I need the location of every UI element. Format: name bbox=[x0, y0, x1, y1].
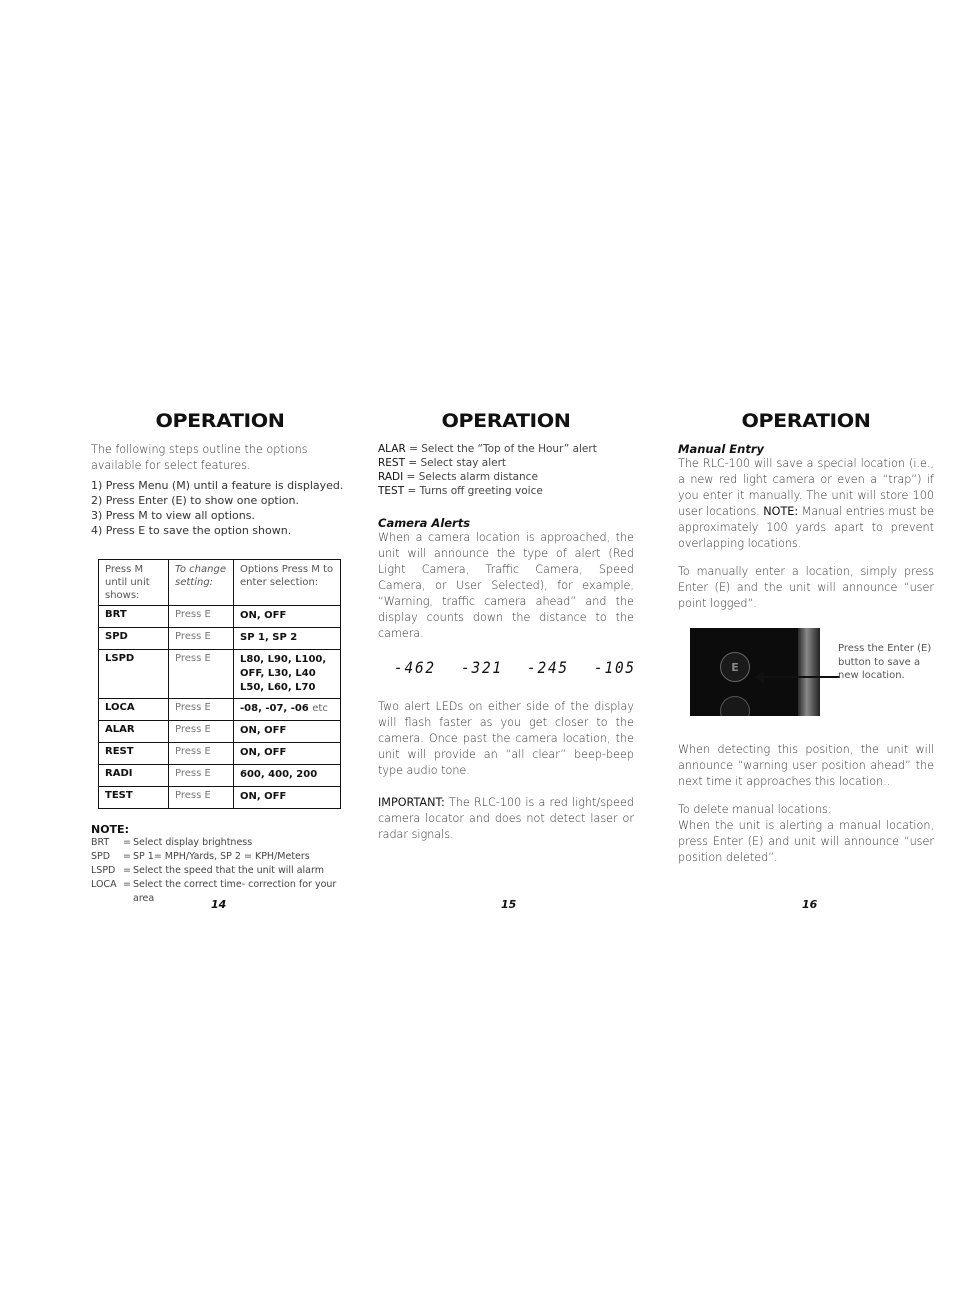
lcd-value: -245 bbox=[527, 658, 569, 677]
page-number: 14 bbox=[211, 898, 227, 911]
intro-text: The following steps outline the options available for select features. bbox=[91, 443, 308, 472]
step-item: 3) Press M to view all options. bbox=[91, 509, 255, 522]
table-row bbox=[99, 787, 341, 809]
options-cell bbox=[234, 699, 341, 721]
definition-value: = Selects alarm distance bbox=[406, 471, 538, 483]
detect-text: When detecting this position, the unit will announce “warning user position ahead” the next time it approaches this location.. bbox=[678, 743, 934, 788]
important-text bbox=[378, 795, 634, 843]
table-row bbox=[99, 628, 341, 650]
note-eq: = bbox=[123, 851, 131, 862]
lcd-value: -105 bbox=[593, 658, 636, 677]
page-14 bbox=[91, 410, 349, 906]
feature-cell: LSPD bbox=[99, 650, 169, 699]
page-15 bbox=[378, 410, 634, 843]
options-cell: ON, OFF bbox=[234, 743, 341, 765]
note-key: SPD bbox=[91, 851, 111, 862]
action-cell: Press E bbox=[169, 699, 234, 721]
table-row bbox=[99, 721, 341, 743]
step-item: 2) Press Enter (E) to show one option. bbox=[91, 494, 299, 507]
camera-alerts-text: When a camera location is approached, the unit will announce the type of alert (Red Light Camera, Traffic Camera, Speed Camera, or User Selected), for example, “Warning, traffic camera ahead” and the display counts down the distance to the camera. bbox=[378, 531, 634, 640]
note-key: LOCA bbox=[91, 879, 117, 890]
feature-cell: ALAR bbox=[99, 721, 169, 743]
action-cell: Press E bbox=[169, 721, 234, 743]
action-cell: Press E bbox=[169, 743, 234, 765]
action-cell: Press E bbox=[169, 628, 234, 650]
note-eq: = bbox=[123, 865, 131, 876]
options-cell: ON, OFF bbox=[234, 606, 341, 628]
feature-cell: BRT bbox=[99, 606, 169, 628]
device-edge bbox=[798, 628, 820, 716]
feature-cell: RADI bbox=[99, 765, 169, 787]
definition-item bbox=[378, 470, 634, 484]
step-item: 1) Press Menu (M) until a feature is displayed. bbox=[91, 479, 344, 492]
delete-title: To delete manual locations: bbox=[678, 803, 832, 816]
definition-item bbox=[378, 484, 634, 498]
note-eq: = bbox=[123, 837, 131, 848]
feature-cell: SPD bbox=[99, 628, 169, 650]
action-cell: Press E bbox=[169, 650, 234, 699]
table-header-cell: To change setting: bbox=[169, 560, 234, 606]
definition-item bbox=[378, 442, 634, 456]
table-header-cell: Options Press M to enter selection: bbox=[234, 560, 341, 606]
definition-key: TEST bbox=[378, 485, 405, 497]
notes-list bbox=[91, 836, 349, 906]
action-cell: Press E bbox=[169, 606, 234, 628]
definitions-list bbox=[378, 442, 634, 498]
table-row bbox=[99, 650, 341, 699]
note-key: LSPD bbox=[91, 865, 116, 876]
lcd-value: -321 bbox=[460, 658, 503, 677]
note-item bbox=[91, 864, 349, 878]
device-photo-figure bbox=[678, 628, 934, 732]
definition-key: ALAR bbox=[378, 443, 406, 455]
note-item bbox=[91, 836, 349, 850]
page-heading: OPERATION bbox=[741, 410, 871, 432]
table-row bbox=[99, 699, 341, 721]
page-number: 16 bbox=[802, 898, 818, 911]
manual-entry-instructions: To manually enter a location, simply press Enter (E) and the unit will announce “user point logged”. bbox=[678, 565, 934, 610]
manual-entry-b: Manual entries must be approximately 100 yards apart to prevent overlapping locations. bbox=[678, 505, 935, 550]
options-cell: ON, OFF bbox=[234, 721, 341, 743]
delete-text: When the unit is alerting a manual location, press Enter (E) and unit will announce “user position deleted”. bbox=[678, 819, 934, 864]
definition-item bbox=[378, 456, 634, 470]
lcd-value: -462 bbox=[394, 658, 436, 677]
feature-cell: TEST bbox=[99, 787, 169, 809]
menu-button-icon bbox=[720, 696, 750, 716]
note-eq: = bbox=[123, 879, 131, 890]
page-heading: OPERATION bbox=[441, 410, 571, 432]
important-label: IMPORTANT: bbox=[378, 796, 445, 809]
manual-entry-text bbox=[678, 456, 934, 552]
step-item: 4) Press E to save the option shown. bbox=[91, 524, 292, 537]
section-title: Manual Entry bbox=[678, 442, 764, 456]
photo-caption: Press the Enter (E) button to save a new location. bbox=[838, 643, 932, 681]
note-value: Select the speed that the unit will alarm bbox=[133, 865, 324, 876]
table-row bbox=[99, 606, 341, 628]
arrow-icon bbox=[756, 676, 840, 678]
enter-button-icon: E bbox=[720, 652, 750, 682]
note-value: SP 1= MPH/Yards, SP 2 = KPH/Meters bbox=[133, 851, 310, 862]
options-cell: L80, L90, L100, OFF, L30, L40 L50, L60, L70 bbox=[234, 650, 341, 699]
manual-entry-note-label: NOTE: bbox=[763, 505, 799, 518]
note-title: NOTE: bbox=[91, 823, 129, 836]
table-header-row bbox=[99, 560, 341, 606]
definition-value: = Turns off greeting voice bbox=[407, 485, 543, 497]
note-item bbox=[91, 850, 349, 864]
definition-key: REST bbox=[378, 457, 406, 469]
led-text: Two alert LEDs on either side of the display will flash faster as you get closer to the camera. Once past the camera location, the unit will provide an “all clear” beep-beep type audio tone. bbox=[378, 700, 634, 777]
page-heading: OPERATION bbox=[155, 410, 285, 432]
options-cell: 600, 400, 200 bbox=[234, 765, 341, 787]
action-cell: Press E bbox=[169, 765, 234, 787]
table-row bbox=[99, 743, 341, 765]
note-value: Select display brightness bbox=[133, 837, 253, 848]
action-cell: Press E bbox=[169, 787, 234, 809]
options-cell: SP 1, SP 2 bbox=[234, 628, 341, 650]
note-key: BRT bbox=[91, 837, 110, 848]
table-header-cell: Press M until unit shows: bbox=[99, 560, 169, 606]
steps-list bbox=[91, 478, 349, 538]
feature-cell: REST bbox=[99, 743, 169, 765]
options-suffix: etc bbox=[312, 703, 328, 714]
options-table bbox=[98, 559, 341, 809]
section-title: Camera Alerts bbox=[378, 516, 471, 530]
page-number: 15 bbox=[501, 898, 517, 911]
page-16 bbox=[678, 410, 934, 866]
definition-value: = Select the “Top of the Hour” alert bbox=[409, 443, 597, 455]
important-body: The RLC-100 is a red light/speed camera locator and does not detect laser or radar signals. bbox=[378, 796, 634, 841]
note-value: Select the correct time- correction for your area bbox=[133, 879, 337, 904]
options-value: -08, -07, -06 bbox=[240, 703, 309, 714]
definition-key: RADI bbox=[378, 471, 404, 483]
manual-entry-a: The RLC-100 will save a special location (i.e., a new red light camera or even a “trap”) if you enter it manually. The unit will store 100 user locations. bbox=[678, 457, 934, 518]
feature-cell: LOCA bbox=[99, 699, 169, 721]
table-row bbox=[99, 765, 341, 787]
definition-value: = Select stay alert bbox=[408, 457, 507, 469]
options-cell: ON, OFF bbox=[234, 787, 341, 809]
lcd-countdown bbox=[394, 658, 634, 677]
